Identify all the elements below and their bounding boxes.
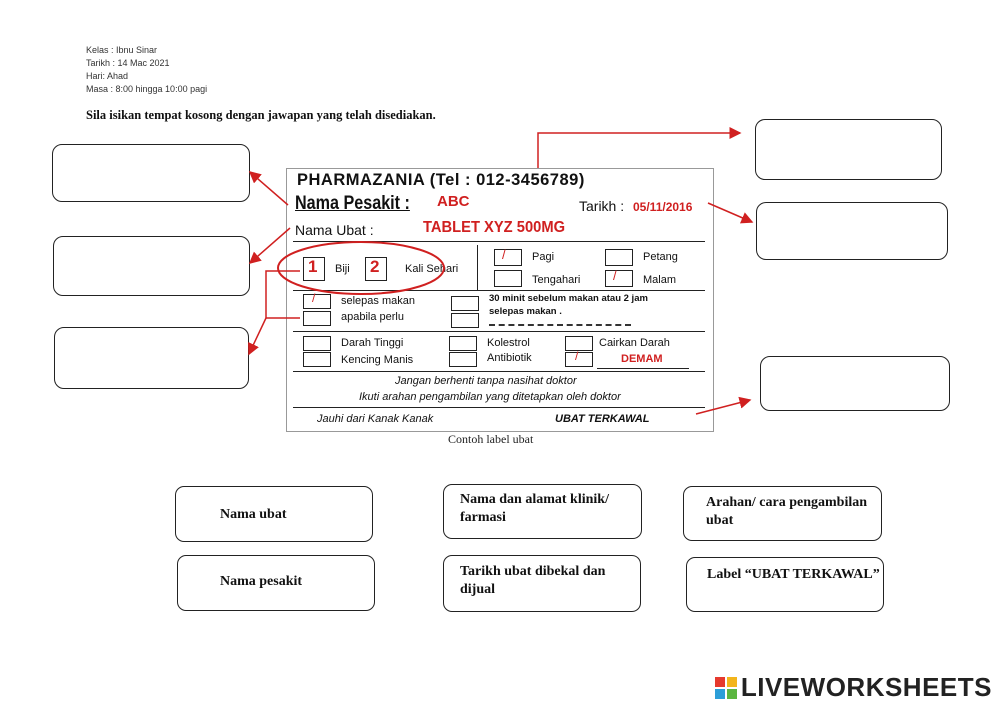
kencing-manis-label: Kencing Manis (341, 354, 414, 366)
patient-name-value: ABC (437, 193, 470, 210)
option-ubat-terkawal[interactable]: Label “UBAT TERKAWAL” (686, 557, 884, 612)
jauhi-text: Jauhi dari Kanak Kanak (317, 413, 434, 425)
cairkan-darah-label: Cairkan Darah (599, 337, 670, 349)
petang-label: Petang (643, 251, 678, 263)
warning-1: Jangan berhenti tanpa nasihat doktor (395, 375, 577, 387)
medicine-name-label: Nama Ubat : (295, 222, 374, 238)
arrow-instruction (249, 318, 266, 354)
date-label: Tarikh : (579, 198, 625, 214)
meta-masa: Masa : 8:00 hingga 10:00 pagi (86, 84, 208, 94)
arrow-patient-name (250, 172, 288, 205)
arrow-date (708, 203, 752, 222)
date-value: 05/11/2016 (633, 200, 693, 214)
warning-2: Ikuti arahan pengambilan yang ditetapkan oleh doktor (359, 391, 621, 403)
label-caption: Contoh label ubat (448, 432, 534, 446)
pagi-label: Pagi (532, 251, 555, 263)
sebelum-makan-line1: 30 minit sebelum makan atau 2 jam (489, 293, 648, 304)
meta-kelas: Kelas : Ibnu Sinar (86, 45, 158, 55)
patient-name-label: Nama Pesakit : (295, 193, 410, 214)
pharmacy-name: PHARMAZANIA (Tel : 012-3456789) (297, 171, 585, 189)
option-nama-pesakit[interactable]: Nama pesakit (177, 555, 375, 611)
medicine-name-value: TABLET XYZ 500MG (423, 219, 566, 236)
antibiotik-label: Antibiotik (487, 352, 532, 364)
demam-value: DEMAM (621, 353, 663, 365)
logo-text: LIVEWORKSHEETS (740, 672, 992, 702)
tick-malam: / (613, 268, 617, 283)
option-tarikh[interactable]: Tarikh ubat dibekal dan dijual (443, 555, 641, 612)
instruction: Sila isikan tempat kosong dengan jawapan yang telah disediakan. (86, 108, 436, 122)
apabila-perlu-label: apabila perlu (341, 311, 404, 323)
quantity-value: 1 (308, 257, 318, 276)
frequency-unit: Kali Sehari (405, 263, 459, 275)
malam-label: Malam (643, 274, 677, 286)
selepas-makan-label: selepas makan (341, 295, 415, 307)
tick-selepas-makan: / (312, 291, 316, 305)
tengahari-label: Tengahari (532, 274, 581, 286)
option-nama-klinik[interactable]: Nama dan alamat klinik/ farmasi (443, 484, 642, 539)
option-nama-ubat[interactable]: Nama ubat (175, 486, 373, 542)
darah-tinggi-label: Darah Tinggi (341, 337, 404, 349)
kolestrol-label: Kolestrol (487, 337, 530, 349)
option-arahan[interactable]: Arahan/ cara pengambilan ubat (683, 486, 882, 541)
arrow-controlled (696, 400, 750, 414)
sebelum-makan-line2: selepas makan . (489, 306, 562, 317)
meta-hari: Hari: Ahad (86, 71, 129, 81)
logo-squares-icon (715, 677, 737, 699)
frequency-value: 2 (370, 257, 380, 276)
meta-tarikh: Tarikh : 14 Mac 2021 (86, 58, 170, 68)
liveworksheets-logo (715, 672, 992, 703)
arrow-pharmacy (538, 133, 740, 168)
dosage-ellipse (278, 242, 444, 294)
quantity-unit: Biji (335, 263, 350, 275)
tick-pagi: / (502, 247, 506, 262)
ubat-terkawal-text: UBAT TERKAWAL (555, 413, 650, 425)
tick-demam: / (575, 349, 579, 363)
